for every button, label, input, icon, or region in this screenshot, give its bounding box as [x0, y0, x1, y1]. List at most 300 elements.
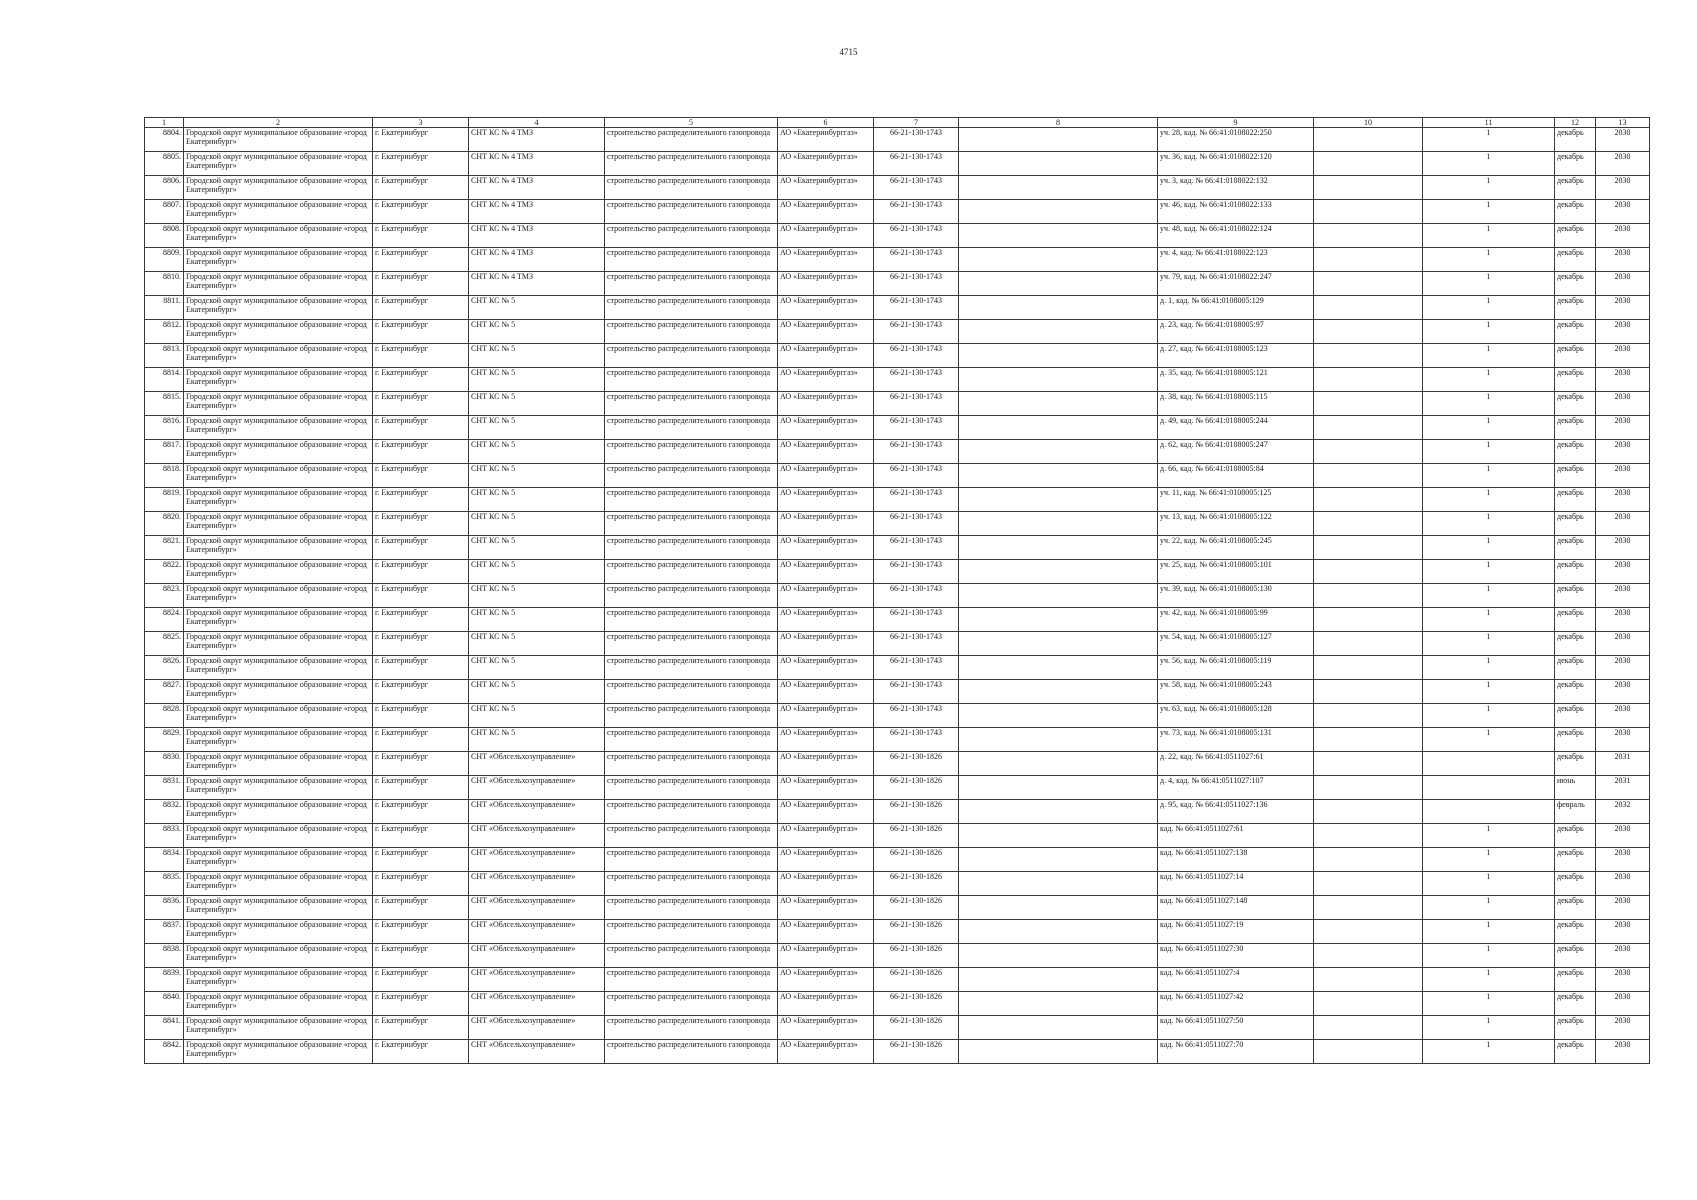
cell-program-number: 66-21-130-1826: [874, 848, 959, 872]
table-row: [145, 392, 1650, 416]
table-row: [145, 296, 1650, 320]
table-row: [145, 920, 1650, 944]
cell-year: 2030: [1596, 968, 1650, 992]
cell-operator: АО «Екатеринбурггаз»: [778, 944, 874, 968]
cell-program-number: 66-21-130-1743: [874, 224, 959, 248]
cell-month: декабрь: [1555, 920, 1596, 944]
cell-year: 2030: [1596, 728, 1650, 752]
cell-month: декабрь: [1555, 416, 1596, 440]
cell-parcel: уч. 28, кад. № 66:41:0108022:250: [1158, 128, 1314, 152]
cell-municipality: Городской округ муниципальное образование «город Екатеринбург»: [184, 872, 373, 896]
cell-quantity: [1423, 776, 1555, 800]
cell-quantity: 1: [1423, 368, 1555, 392]
cell-program-number: 66-21-130-1826: [874, 800, 959, 824]
cell-parcel: кад. № 66:41:0511027:50: [1158, 1016, 1314, 1040]
cell-municipality: Городской округ муниципальное образование «город Екатеринбург»: [184, 512, 373, 536]
cell-col-10: [1314, 368, 1423, 392]
cell-month: декабрь: [1555, 440, 1596, 464]
cell-municipality: Городской округ муниципальное образование «город Екатеринбург»: [184, 392, 373, 416]
cell-row-number: 8804.: [145, 128, 184, 152]
cell-operator: АО «Екатеринбурггаз»: [778, 632, 874, 656]
cell-parcel: уч. 22, кад. № 66:41:0108005:245: [1158, 536, 1314, 560]
cell-settlement: г. Екатеринбург: [373, 704, 469, 728]
table-row: [145, 704, 1650, 728]
cell-month: декабрь: [1555, 344, 1596, 368]
cell-work-type: строительство распределительного газопровода: [605, 128, 778, 152]
cell-month: декабрь: [1555, 536, 1596, 560]
cell-work-type: строительство распределительного газопровода: [605, 1040, 778, 1064]
cell-parcel: уч. 4, кад. № 66:41:0108022:123: [1158, 248, 1314, 272]
cell-col-8: [959, 272, 1158, 296]
cell-row-number: 8820.: [145, 512, 184, 536]
cell-settlement: г. Екатеринбург: [373, 248, 469, 272]
cell-year: 2030: [1596, 440, 1650, 464]
cell-year: 2030: [1596, 848, 1650, 872]
cell-operator: АО «Екатеринбурггаз»: [778, 392, 874, 416]
table-row: [145, 992, 1650, 1016]
cell-municipality: Городской округ муниципальное образование «город Екатеринбург»: [184, 680, 373, 704]
cell-settlement: г. Екатеринбург: [373, 440, 469, 464]
cell-row-number: 8835.: [145, 872, 184, 896]
cell-site: СНТ КС № 5: [469, 632, 605, 656]
cell-work-type: строительство распределительного газопровода: [605, 776, 778, 800]
cell-work-type: строительство распределительного газопровода: [605, 584, 778, 608]
column-header-6: 6: [778, 118, 874, 128]
cell-quantity: 1: [1423, 1040, 1555, 1064]
cell-settlement: г. Екатеринбург: [373, 848, 469, 872]
column-header-13: 13: [1596, 118, 1650, 128]
cell-quantity: 1: [1423, 224, 1555, 248]
cell-parcel: д. 22, кад. № 66:41:0511027:61: [1158, 752, 1314, 776]
cell-col-10: [1314, 1016, 1423, 1040]
cell-row-number: 8826.: [145, 656, 184, 680]
cell-parcel: уч. 13, кад. № 66:41:0108005:122: [1158, 512, 1314, 536]
cell-parcel: уч. 46, кад. № 66:41:0108022:133: [1158, 200, 1314, 224]
cell-work-type: строительство распределительного газопровода: [605, 440, 778, 464]
cell-operator: АО «Екатеринбурггаз»: [778, 752, 874, 776]
cell-row-number: 8808.: [145, 224, 184, 248]
cell-row-number: 8823.: [145, 584, 184, 608]
cell-col-8: [959, 776, 1158, 800]
cell-work-type: строительство распределительного газопровода: [605, 320, 778, 344]
cell-row-number: 8806.: [145, 176, 184, 200]
cell-municipality: Городской округ муниципальное образование «город Екатеринбург»: [184, 968, 373, 992]
cell-quantity: 1: [1423, 512, 1555, 536]
cell-col-8: [959, 296, 1158, 320]
cell-work-type: строительство распределительного газопровода: [605, 1016, 778, 1040]
cell-site: СНТ КС № 5: [469, 560, 605, 584]
table-row: [145, 656, 1650, 680]
cell-program-number: 66-21-130-1826: [874, 968, 959, 992]
cell-parcel: д. 66, кад. № 66:41:0108005:84: [1158, 464, 1314, 488]
table-row: [145, 944, 1650, 968]
cell-parcel: уч. 58, кад. № 66:41:0108005:243: [1158, 680, 1314, 704]
cell-site: СНТ КС № 5: [469, 344, 605, 368]
cell-col-8: [959, 752, 1158, 776]
cell-parcel: д. 62, кад. № 66:41:0108005:247: [1158, 440, 1314, 464]
page-number: 4715: [839, 47, 858, 57]
cell-parcel: д. 4, кад. № 66:41:0511027:107: [1158, 776, 1314, 800]
cell-municipality: Городской округ муниципальное образование «город Екатеринбург»: [184, 176, 373, 200]
cell-col-10: [1314, 896, 1423, 920]
cell-col-8: [959, 248, 1158, 272]
cell-settlement: г. Екатеринбург: [373, 344, 469, 368]
table-row: [145, 896, 1650, 920]
cell-work-type: строительство распределительного газопровода: [605, 848, 778, 872]
cell-municipality: Городской округ муниципальное образование «город Екатеринбург»: [184, 536, 373, 560]
cell-settlement: г. Екатеринбург: [373, 752, 469, 776]
cell-col-8: [959, 536, 1158, 560]
cell-year: 2030: [1596, 152, 1650, 176]
cell-col-10: [1314, 200, 1423, 224]
column-header-1: 1: [145, 118, 184, 128]
cell-parcel: д. 27, кад. № 66:41:0108005:123: [1158, 344, 1314, 368]
cell-work-type: строительство распределительного газопровода: [605, 248, 778, 272]
cell-row-number: 8819.: [145, 488, 184, 512]
cell-month: декабрь: [1555, 968, 1596, 992]
cell-municipality: Городской округ муниципальное образование «город Екатеринбург»: [184, 224, 373, 248]
cell-col-10: [1314, 392, 1423, 416]
cell-operator: АО «Екатеринбурггаз»: [778, 776, 874, 800]
cell-quantity: 1: [1423, 440, 1555, 464]
cell-month: декабрь: [1555, 200, 1596, 224]
cell-program-number: 66-21-130-1743: [874, 296, 959, 320]
cell-col-8: [959, 848, 1158, 872]
cell-parcel: уч. 36, кад. № 66:41:0108022:120: [1158, 152, 1314, 176]
cell-site: СНТ КС № 5: [469, 392, 605, 416]
cell-program-number: 66-21-130-1743: [874, 632, 959, 656]
table-row: [145, 632, 1650, 656]
table-row: [145, 200, 1650, 224]
column-number-row: [145, 118, 1650, 128]
cell-operator: АО «Екатеринбурггаз»: [778, 248, 874, 272]
cell-parcel: д. 95, кад. № 66:41:0511027:136: [1158, 800, 1314, 824]
cell-year: 2030: [1596, 296, 1650, 320]
cell-col-10: [1314, 992, 1423, 1016]
table-row: [145, 1016, 1650, 1040]
cell-month: декабрь: [1555, 224, 1596, 248]
cell-row-number: 8816.: [145, 416, 184, 440]
cell-quantity: 1: [1423, 632, 1555, 656]
cell-municipality: Городской округ муниципальное образование «город Екатеринбург»: [184, 272, 373, 296]
table-row: [145, 464, 1650, 488]
cell-site: СНТ КС № 5: [469, 488, 605, 512]
cell-municipality: Городской округ муниципальное образование «город Екатеринбург»: [184, 608, 373, 632]
cell-row-number: 8814.: [145, 368, 184, 392]
cell-year: 2030: [1596, 920, 1650, 944]
cell-municipality: Городской округ муниципальное образование «город Екатеринбург»: [184, 296, 373, 320]
cell-municipality: Городской округ муниципальное образование «город Екатеринбург»: [184, 824, 373, 848]
cell-quantity: 1: [1423, 272, 1555, 296]
cell-year: 2030: [1596, 704, 1650, 728]
cell-program-number: 66-21-130-1743: [874, 416, 959, 440]
cell-program-number: 66-21-130-1743: [874, 728, 959, 752]
cell-quantity: 1: [1423, 920, 1555, 944]
cell-settlement: г. Екатеринбург: [373, 560, 469, 584]
cell-col-8: [959, 992, 1158, 1016]
cell-parcel: уч. 11, кад. № 66:41:0108005:125: [1158, 488, 1314, 512]
cell-year: 2032: [1596, 800, 1650, 824]
cell-row-number: 8840.: [145, 992, 184, 1016]
cell-col-8: [959, 1040, 1158, 1064]
cell-row-number: 8841.: [145, 1016, 184, 1040]
cell-work-type: строительство распределительного газопровода: [605, 680, 778, 704]
cell-row-number: 8839.: [145, 968, 184, 992]
cell-program-number: 66-21-130-1743: [874, 680, 959, 704]
cell-col-10: [1314, 344, 1423, 368]
cell-quantity: 1: [1423, 128, 1555, 152]
cell-work-type: строительство распределительного газопровода: [605, 728, 778, 752]
cell-quantity: 1: [1423, 152, 1555, 176]
cell-site: СНТ КС № 5: [469, 584, 605, 608]
cell-site: СНТ КС № 5: [469, 296, 605, 320]
cell-municipality: Городской округ муниципальное образование «город Екатеринбург»: [184, 152, 373, 176]
cell-operator: АО «Екатеринбурггаз»: [778, 1016, 874, 1040]
cell-municipality: Городской округ муниципальное образование «город Екатеринбург»: [184, 944, 373, 968]
cell-row-number: 8838.: [145, 944, 184, 968]
cell-site: СНТ КС № 5: [469, 704, 605, 728]
cell-program-number: 66-21-130-1826: [874, 872, 959, 896]
cell-site: СНТ КС № 5: [469, 728, 605, 752]
cell-settlement: г. Екатеринбург: [373, 824, 469, 848]
cell-site: СНТ «Облсельхозуправление»: [469, 1016, 605, 1040]
cell-municipality: Городской округ муниципальное образование «город Екатеринбург»: [184, 344, 373, 368]
cell-month: декабрь: [1555, 728, 1596, 752]
cell-row-number: 8807.: [145, 200, 184, 224]
cell-year: 2030: [1596, 488, 1650, 512]
table-row: [145, 536, 1650, 560]
cell-municipality: Городской округ муниципальное образование «город Екатеринбург»: [184, 704, 373, 728]
cell-municipality: Городской округ муниципальное образование «город Екатеринбург»: [184, 488, 373, 512]
cell-municipality: Городской округ муниципальное образование «город Екатеринбург»: [184, 416, 373, 440]
cell-program-number: 66-21-130-1826: [874, 944, 959, 968]
cell-year: 2031: [1596, 752, 1650, 776]
column-header-9: 9: [1158, 118, 1314, 128]
column-header-12: 12: [1555, 118, 1596, 128]
column-header-4: 4: [469, 118, 605, 128]
cell-year: 2030: [1596, 224, 1650, 248]
cell-month: декабрь: [1555, 944, 1596, 968]
cell-parcel: уч. 54, кад. № 66:41:0108005:127: [1158, 632, 1314, 656]
cell-operator: АО «Екатеринбурггаз»: [778, 680, 874, 704]
cell-site: СНТ КС № 5: [469, 680, 605, 704]
cell-col-8: [959, 464, 1158, 488]
cell-col-8: [959, 392, 1158, 416]
cell-quantity: 1: [1423, 968, 1555, 992]
cell-program-number: 66-21-130-1743: [874, 464, 959, 488]
cell-year: 2030: [1596, 512, 1650, 536]
cell-year: 2030: [1596, 680, 1650, 704]
cell-month: декабрь: [1555, 752, 1596, 776]
cell-quantity: 1: [1423, 608, 1555, 632]
cell-row-number: 8824.: [145, 608, 184, 632]
cell-col-10: [1314, 176, 1423, 200]
cell-settlement: г. Екатеринбург: [373, 536, 469, 560]
cell-municipality: Городской округ муниципальное образование «город Екатеринбург»: [184, 560, 373, 584]
cell-parcel: кад. № 66:41:0511027:19: [1158, 920, 1314, 944]
cell-year: 2030: [1596, 896, 1650, 920]
cell-parcel: уч. 3, кад. № 66:41:0108022:132: [1158, 176, 1314, 200]
cell-operator: АО «Екатеринбурггаз»: [778, 512, 874, 536]
table-row: [145, 848, 1650, 872]
cell-month: декабрь: [1555, 824, 1596, 848]
cell-site: СНТ «Облсельхозуправление»: [469, 824, 605, 848]
cell-operator: АО «Екатеринбурггаз»: [778, 344, 874, 368]
cell-settlement: г. Екатеринбург: [373, 800, 469, 824]
cell-operator: АО «Екатеринбурггаз»: [778, 872, 874, 896]
cell-program-number: 66-21-130-1743: [874, 656, 959, 680]
cell-operator: АО «Екатеринбурггаз»: [778, 272, 874, 296]
cell-work-type: строительство распределительного газопровода: [605, 368, 778, 392]
cell-col-10: [1314, 800, 1423, 824]
cell-col-10: [1314, 128, 1423, 152]
cell-program-number: 66-21-130-1826: [874, 1016, 959, 1040]
cell-work-type: строительство распределительного газопровода: [605, 704, 778, 728]
cell-row-number: 8805.: [145, 152, 184, 176]
cell-work-type: строительство распределительного газопровода: [605, 656, 778, 680]
cell-program-number: 66-21-130-1743: [874, 392, 959, 416]
cell-month: декабрь: [1555, 296, 1596, 320]
cell-settlement: г. Екатеринбург: [373, 224, 469, 248]
cell-work-type: строительство распределительного газопровода: [605, 224, 778, 248]
cell-work-type: строительство распределительного газопровода: [605, 632, 778, 656]
cell-work-type: строительство распределительного газопровода: [605, 200, 778, 224]
cell-program-number: 66-21-130-1826: [874, 920, 959, 944]
table-row: [145, 608, 1650, 632]
cell-site: СНТ КС № 4 ТМЗ: [469, 272, 605, 296]
cell-quantity: 1: [1423, 992, 1555, 1016]
cell-col-8: [959, 344, 1158, 368]
cell-col-8: [959, 872, 1158, 896]
table-row: [145, 800, 1650, 824]
cell-col-8: [959, 608, 1158, 632]
cell-quantity: 1: [1423, 656, 1555, 680]
cell-row-number: 8811.: [145, 296, 184, 320]
cell-work-type: строительство распределительного газопровода: [605, 608, 778, 632]
cell-col-8: [959, 224, 1158, 248]
cell-month: декабрь: [1555, 872, 1596, 896]
cell-quantity: 1: [1423, 680, 1555, 704]
cell-parcel: уч. 73, кад. № 66:41:0108005:131: [1158, 728, 1314, 752]
cell-settlement: г. Екатеринбург: [373, 584, 469, 608]
cell-col-8: [959, 920, 1158, 944]
cell-col-8: [959, 656, 1158, 680]
cell-municipality: Городской округ муниципальное образование «город Екатеринбург»: [184, 1016, 373, 1040]
cell-row-number: 8815.: [145, 392, 184, 416]
cell-row-number: 8822.: [145, 560, 184, 584]
cell-year: 2030: [1596, 632, 1650, 656]
cell-quantity: 1: [1423, 584, 1555, 608]
cell-program-number: 66-21-130-1743: [874, 344, 959, 368]
cell-col-10: [1314, 704, 1423, 728]
cell-site: СНТ «Облсельхозуправление»: [469, 1040, 605, 1064]
cell-quantity: 1: [1423, 344, 1555, 368]
table-row: [145, 1040, 1650, 1064]
cell-site: СНТ КС № 4 ТМЗ: [469, 200, 605, 224]
table-body: [145, 128, 1650, 1064]
cell-operator: АО «Екатеринбурггаз»: [778, 128, 874, 152]
cell-col-10: [1314, 416, 1423, 440]
cell-program-number: 66-21-130-1743: [874, 536, 959, 560]
cell-program-number: 66-21-130-1743: [874, 440, 959, 464]
cell-col-8: [959, 944, 1158, 968]
column-header-3: 3: [373, 118, 469, 128]
cell-row-number: 8832.: [145, 800, 184, 824]
cell-program-number: 66-21-130-1743: [874, 488, 959, 512]
cell-site: СНТ КС № 4 ТМЗ: [469, 152, 605, 176]
cell-operator: АО «Екатеринбурггаз»: [778, 608, 874, 632]
cell-quantity: 1: [1423, 872, 1555, 896]
cell-col-10: [1314, 752, 1423, 776]
cell-work-type: строительство распределительного газопровода: [605, 896, 778, 920]
cell-col-8: [959, 968, 1158, 992]
cell-col-8: [959, 488, 1158, 512]
cell-municipality: Городской округ муниципальное образование «город Екатеринбург»: [184, 800, 373, 824]
cell-col-8: [959, 200, 1158, 224]
cell-parcel: кад. № 66:41:0511027:14: [1158, 872, 1314, 896]
cell-operator: АО «Екатеринбурггаз»: [778, 968, 874, 992]
cell-work-type: строительство распределительного газопровода: [605, 392, 778, 416]
cell-program-number: 66-21-130-1826: [874, 896, 959, 920]
cell-year: 2030: [1596, 656, 1650, 680]
cell-program-number: 66-21-130-1743: [874, 320, 959, 344]
cell-site: СНТ КС № 4 ТМЗ: [469, 176, 605, 200]
cell-month: декабрь: [1555, 1016, 1596, 1040]
cell-col-8: [959, 800, 1158, 824]
cell-year: 2030: [1596, 248, 1650, 272]
cell-operator: АО «Екатеринбурггаз»: [778, 488, 874, 512]
cell-site: СНТ «Облсельхозуправление»: [469, 800, 605, 824]
cell-col-10: [1314, 272, 1423, 296]
cell-site: СНТ КС № 4 ТМЗ: [469, 128, 605, 152]
cell-quantity: 1: [1423, 200, 1555, 224]
register-table: [144, 117, 1650, 1064]
cell-month: декабрь: [1555, 320, 1596, 344]
cell-parcel: д. 38, кад. № 66:41:0108005:115: [1158, 392, 1314, 416]
cell-settlement: г. Екатеринбург: [373, 488, 469, 512]
cell-year: 2030: [1596, 368, 1650, 392]
table-row: [145, 512, 1650, 536]
cell-col-8: [959, 584, 1158, 608]
cell-quantity: 1: [1423, 944, 1555, 968]
cell-site: СНТ «Облсельхозуправление»: [469, 752, 605, 776]
cell-operator: АО «Екатеринбурггаз»: [778, 992, 874, 1016]
cell-site: СНТ КС № 5: [469, 368, 605, 392]
table-row: [145, 776, 1650, 800]
cell-col-8: [959, 728, 1158, 752]
cell-month: февраль: [1555, 800, 1596, 824]
cell-col-10: [1314, 584, 1423, 608]
table-row: [145, 368, 1650, 392]
cell-municipality: Городской округ муниципальное образование «город Екатеринбург»: [184, 752, 373, 776]
cell-operator: АО «Екатеринбурггаз»: [778, 464, 874, 488]
cell-municipality: Городской округ муниципальное образование «город Екатеринбург»: [184, 200, 373, 224]
cell-settlement: г. Екатеринбург: [373, 152, 469, 176]
cell-settlement: г. Екатеринбург: [373, 776, 469, 800]
cell-col-10: [1314, 632, 1423, 656]
table-row: [145, 152, 1650, 176]
table-row: [145, 416, 1650, 440]
cell-settlement: г. Екатеринбург: [373, 176, 469, 200]
cell-col-8: [959, 176, 1158, 200]
cell-site: СНТ КС № 5: [469, 464, 605, 488]
cell-col-8: [959, 704, 1158, 728]
cell-row-number: 8817.: [145, 440, 184, 464]
cell-quantity: 1: [1423, 896, 1555, 920]
cell-col-8: [959, 632, 1158, 656]
cell-col-10: [1314, 920, 1423, 944]
cell-quantity: 1: [1423, 728, 1555, 752]
